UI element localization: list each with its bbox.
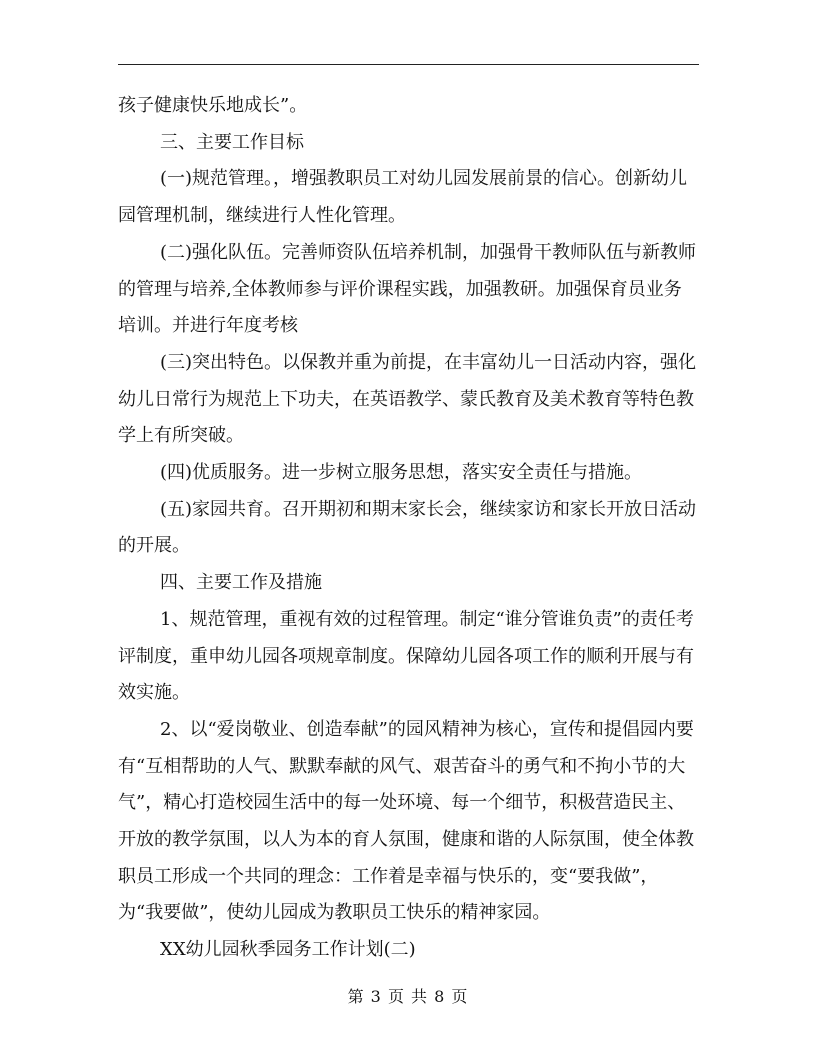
paragraph: (五)家园共育。召开期初和期末家长会，继续家访和家长开放日活动的开展。	[118, 498, 697, 557]
document-body	[118, 88, 699, 969]
header-rule	[118, 64, 699, 65]
paragraph: (二)强化队伍。完善师资队伍培养机制，加强骨干教师队伍与新教师的管理与培养,全体教师参与评价课程实践，加强教研。加强保育员业务培训。并进行年度考核	[118, 241, 697, 337]
page-number-footer: 第 3 页 共 8 页	[347, 987, 469, 1006]
paragraph: (一)规范管理。，增强教职员工对幼儿园发展前景的信心。创新幼儿园管理机制，继续进行人性化管理。	[118, 168, 688, 227]
document-subtitle: XX幼儿园秋季园务工作计划(二)	[160, 939, 416, 961]
paragraph: (四)优质服务。进一步树立服务思想，落实安全责任与措施。	[160, 462, 643, 484]
paragraph: 1、规范管理，重视有效的过程管理。制定“谁分管谁负责”的责任考评制度，重申幼儿园各项规章制度。保障幼儿园各项工作的顺利开展与有效实施。	[118, 608, 694, 704]
paragraph: 孩子健康快乐地成长”。	[118, 95, 308, 116]
section-heading: 三、主要工作目标	[160, 131, 304, 153]
paragraph: (三)突出特色。以保教并重为前提，在丰富幼儿一日活动内容，强化幼儿日常行为规范上下功夫，在英语教学、蒙氏教育及美术教育等特色教学上有所突破。	[118, 351, 697, 447]
paragraph: 2、以“爱岗敬业、创造奉献”的园风精神为核心，宣传和提倡园内要有“互相帮助的人气、默默奉献的风气、艰苦奋斗的勇气和不拘小节的大气”，精心打造校园生活中的每一处环境、每一个细节，积极营造民主、开放的教学氛围，以人为本的育人氛围，健康和谐的人际氛围，使全体教职员工形成一个共同的理念：工作着是幸福与快乐的，变“要我做”，为“我要做”，使幼儿园成为教职员工快乐的精神家园。	[118, 718, 694, 924]
section-heading: 四、主要工作及措施	[160, 572, 322, 594]
